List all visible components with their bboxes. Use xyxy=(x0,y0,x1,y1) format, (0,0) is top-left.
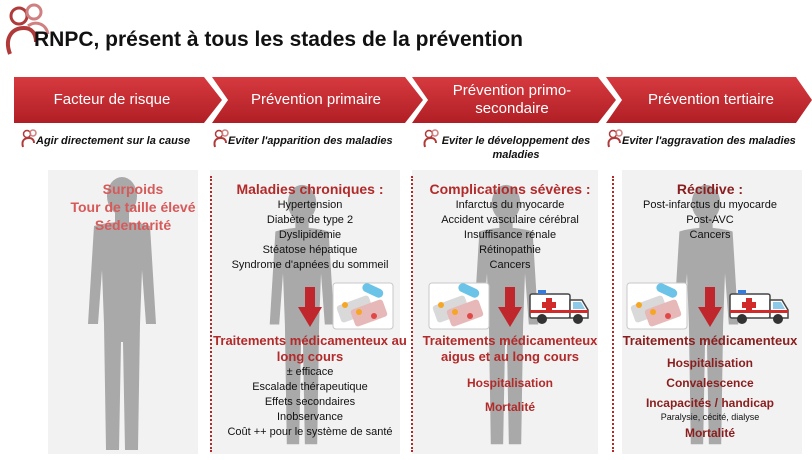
risk-factor-list xyxy=(38,180,228,234)
risk-factor: Surpoids xyxy=(102,181,164,197)
complication-heading: Complications sévères : xyxy=(429,181,591,197)
primo-secondary-treatment xyxy=(412,333,608,415)
primary-disease-list xyxy=(210,180,410,273)
treatment-item: ± efficace xyxy=(286,366,334,378)
complication-item: Insuffisance rénale xyxy=(463,229,557,241)
outcome-convalescence: Convalescence xyxy=(666,376,754,390)
stage-label-tertiary: Prévention tertiaire xyxy=(648,91,774,108)
treatment-heading: Traitements médicamenteux au long cours xyxy=(213,333,407,364)
treatment-heading: Traitements médicamenteux xyxy=(622,333,798,348)
disease-item: Hypertension xyxy=(277,199,343,211)
pills-icon xyxy=(428,282,490,330)
risk-factor: Sédentarité xyxy=(94,217,172,233)
subtitle-risk: Agir directement sur la cause xyxy=(36,135,191,147)
treatment-item: Effets secondaires xyxy=(264,396,356,408)
recidive-item: Post-infarctus du myocarde xyxy=(643,199,777,211)
recidive-list xyxy=(614,180,806,243)
disease-item: Dyslipidémie xyxy=(278,229,342,241)
treatment-item: Inobservance xyxy=(276,411,344,423)
treatment-item: Coût ++ pour le système de santé xyxy=(227,426,393,438)
down-arrow-icon xyxy=(498,287,522,327)
primary-treatment xyxy=(210,333,410,440)
primary-heading: Maladies chroniques : xyxy=(236,181,384,197)
pills-icon xyxy=(332,282,394,330)
risk-factor: Tour de taille élevé xyxy=(70,199,196,215)
treatment-heading: Traitements médicamenteux aigus et au long cours xyxy=(422,333,598,364)
stage-label-primo-secondary: Prévention primo-secondaire xyxy=(452,82,572,117)
complication-item: Cancers xyxy=(489,259,531,271)
tertiary-treatment xyxy=(614,333,806,441)
recidive-item: Post-AVC xyxy=(686,214,734,226)
treatment-item: Escalade thérapeutique xyxy=(252,381,368,393)
complication-item: Infarctus du myocarde xyxy=(455,199,565,211)
subtitle-tertiary: Eviter l'aggravation des maladies xyxy=(622,135,796,147)
outcome-mortalite: Mortalité xyxy=(484,400,535,414)
outcome-hospitalisation: Hospitalisation xyxy=(466,376,553,390)
complication-item: Rétinopathie xyxy=(479,244,541,256)
ambulance-icon xyxy=(528,288,590,328)
ambulance-icon xyxy=(728,288,790,328)
complication-item: Accident vasculaire cérébral xyxy=(441,214,579,226)
disease-item: Syndrome d'apnées du sommeil xyxy=(231,259,389,271)
subtitle-primary: Eviter l'apparition des maladies xyxy=(228,135,393,147)
pills-icon xyxy=(626,282,688,330)
outcome-incapacites: Incapacités / handicap xyxy=(645,396,775,410)
stage-label-risk: Facteur de risque xyxy=(53,91,171,108)
stage-label-primary: Prévention primaire xyxy=(250,91,382,108)
subtitle-primo-secondary: Eviter le développement des maladies xyxy=(441,135,591,161)
recidive-heading: Récidive : xyxy=(676,181,744,197)
down-arrow-icon xyxy=(698,287,722,327)
outcome-mortalite: Mortalité xyxy=(684,426,735,440)
recidive-item: Cancers xyxy=(689,229,731,241)
down-arrow-icon xyxy=(298,287,322,327)
disease-item: Stéatose hépatique xyxy=(262,244,358,256)
handicap-detail: Paralysie, cécité, dialyse xyxy=(660,412,760,422)
complication-list xyxy=(412,180,608,273)
page-title: RNPC, présent à tous les stades de la prévention xyxy=(34,28,523,51)
disease-item: Diabète de type 2 xyxy=(266,214,354,226)
outcome-hospitalisation: Hospitalisation xyxy=(666,356,753,370)
